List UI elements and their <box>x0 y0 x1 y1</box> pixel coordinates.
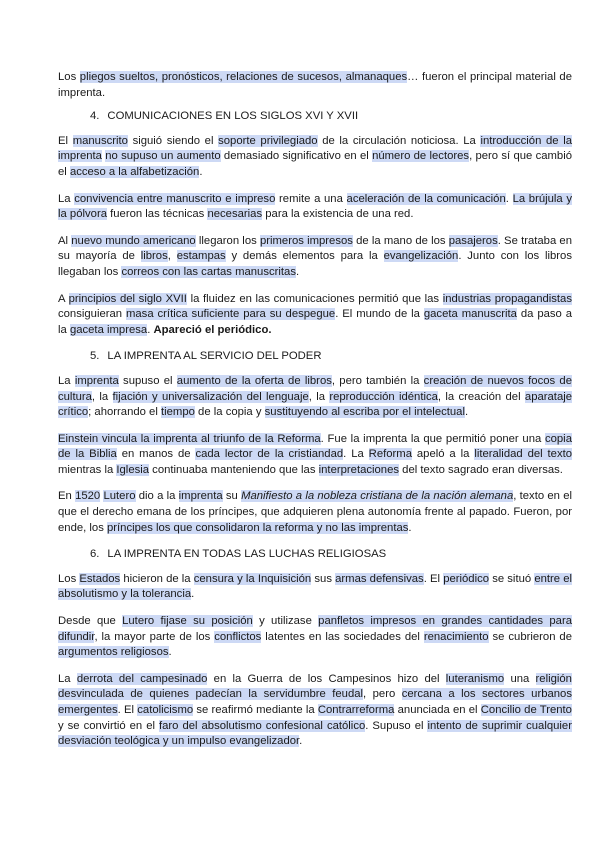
highlighted-text: primeros impresos <box>259 234 353 247</box>
highlighted-text: censura y la Inquisición <box>193 572 312 585</box>
highlighted-text: aceleración de la comunicación <box>346 192 506 205</box>
highlighted-text: correos con las cartas manuscritas <box>121 265 296 278</box>
section-title: LA IMPRENTA EN TODAS LAS LUCHAS RELIGIOSAS <box>107 548 387 561</box>
highlighted-text: Contrarreforma <box>317 704 395 716</box>
section-number: 5. <box>90 350 100 363</box>
highlighted-text: industrias propagandistas <box>442 292 572 305</box>
section-title: COMUNICACIONES EN LOS SIGLOS XVI Y XVII <box>107 110 359 123</box>
highlighted-text: derrota del campesinado <box>76 672 208 685</box>
highlighted-text: copia de la Biblia <box>58 432 572 461</box>
highlighted-text: argumentos religiosos <box>58 646 169 659</box>
highlighted-text: sustituyendo al escriba por el intelectual <box>264 406 465 419</box>
highlighted-text: introducción de la imprenta <box>58 134 572 163</box>
section-title: LA IMPRENTA AL SERVICIO DEL PODER <box>107 350 322 363</box>
paragraph: Al nuevo mundo americano llegaron los primeros impresos de la mano de los pasajeros. Se trataba en su mayoría de libros, estampas y demás elementos para la evangelización. Junto con los libros llegaban los correos con las cartas manuscritas. <box>58 234 572 278</box>
highlighted-text: nuevo mundo americano <box>71 234 196 247</box>
section-heading <box>90 349 572 365</box>
highlighted-text: intento de suprimir cualquier desviación teológica y un impulso evangelizador <box>58 719 572 748</box>
highlighted-text: número de lectores <box>372 150 470 163</box>
highlighted-text: faro del absolutismo confesional católico <box>158 719 366 732</box>
paragraph: La derrota del campesinado en la Guerra de los Campesinos hizo del luteranismo una religión desvinculada de quienes padecían la servidumbre feudal, pero cercana a los sectores urbanos emergentes. El catolicismo se reafirmó mediante la Contrarreforma anunciada en el Concilio de Trento y se convirtió en el faro del absolutismo confesional católico. Supuso el intento de suprimir cualquier desviación teológica y un impulso evangelizador. <box>58 672 572 748</box>
highlighted-text: aparataje crítico <box>58 390 573 419</box>
highlighted-text: acceso a la alfabetización <box>69 165 200 178</box>
highlighted-text: gaceta manuscrita <box>423 308 517 321</box>
highlighted-text: conflictos <box>214 630 262 643</box>
highlighted-text: masa crítica suficiente para su despegue <box>125 308 336 321</box>
paragraph: Los Estados hicieron de la censura y la Inquisición sus armas defensivas. El periódico se situó entre el absolutismo y la tolerancia. <box>58 572 573 601</box>
highlighted-text: pasajeros <box>448 234 498 247</box>
paragraph: El manuscrito siguió siendo el soporte privilegiado de la circulación noticiosa. La introducción de la imprenta no supuso un aumento demasiado significativo en el número de lectores, pero sí que cambió el acceso a la alfabetización. <box>58 134 572 178</box>
paragraph: La imprenta supuso el aumento de la oferta de libros, pero también la creación de nuevos focos de cultura, la fijación y universalización del lenguaje, la reproducción idéntica, la creación del aparataje crítico; ahorrando el tiempo de la copia y sustituyendo al escriba por el intelectual. <box>58 374 573 419</box>
highlighted-text: manuscrito <box>72 134 128 147</box>
highlighted-text: panfletos impresos en grandes cantidades para difundir <box>58 615 572 643</box>
highlighted-text: principios del siglo XVII <box>68 292 187 305</box>
highlighted-text: religión desvinculada de quienes padecían la servidumbre feudal <box>58 672 572 701</box>
highlighted-text: literalidad del texto <box>474 448 573 461</box>
highlighted-text: necesarias <box>207 208 263 221</box>
paragraph: A principios del siglo XVII la fluidez en las comunicaciones permitió que las industrias propagandistas consiguieran masa crítica suficiente para su despegue. El mundo de la gaceta manuscrita da paso a la gaceta impresa. Apareció el periódico. <box>58 292 573 336</box>
highlighted-text: gaceta impresa <box>69 323 148 336</box>
highlighted-text: imprenta <box>178 490 223 503</box>
highlighted-text: Manifiesto a la nobleza cristiana de la nación alemana <box>241 490 514 503</box>
section-number: 4. <box>90 110 100 123</box>
paragraph: Einstein vincula la imprenta al triunfo de la Reforma. Fue la imprenta la que permitió poner una copia de la Biblia en manos de cada lector de la cristiandad. La Reforma apeló a la literalidad del texto mientras la Iglesia continuaba manteniendo que las interpretaciones del texto sagrado eran diversas. <box>58 432 573 476</box>
highlighted-text: La brújula y la pólvora <box>58 192 573 221</box>
paragraph: La convivencia entre manuscrito e impreso remite a una aceleración de la comunicación. La brújula y la pólvora fueron las técnicas necesarias para la existencia de una red. <box>58 192 573 221</box>
highlighted-text: entre el absolutismo y la tolerancia <box>58 572 573 601</box>
highlighted-text: renacimiento <box>423 630 489 643</box>
highlighted-text: 1520 <box>75 490 101 503</box>
highlighted-text: convivencia entre manuscrito e impreso <box>74 192 276 205</box>
highlighted-text: catolicismo <box>137 704 194 716</box>
highlighted-text: luteranismo <box>445 672 505 685</box>
highlighted-text: príncipes los que consolidaron la reforma y no las imprentas <box>107 521 409 534</box>
highlighted-text: Concilio de Trento <box>480 704 572 716</box>
paragraph: En 1520 Lutero dio a la imprenta su Manifiesto a la nobleza cristiana de la nación alemana, texto en el que el derecho emana de los príncipes, que adquieren plena autonomía frente al papado. Fueron, por ende, los príncipes los que consolidaron la reforma y no las imprentas. <box>58 490 572 534</box>
highlighted-text: libros <box>140 250 168 263</box>
highlighted-text: armas defensivas <box>335 572 424 585</box>
highlighted-text: estampas <box>176 250 226 263</box>
highlighted-text: soporte privilegiado <box>218 134 318 147</box>
section-heading <box>90 547 572 563</box>
highlighted-text: imprenta <box>74 374 119 387</box>
highlighted-text: aumento de la oferta de libros <box>176 374 332 387</box>
paragraph: Desde que Lutero fijase su posición y utilizase panfletos impresos en grandes cantidades para difundir, la mayor parte de los conflictos latentes en las sociedades del renacimiento se cubrieron de argumentos religiosos. <box>58 615 572 659</box>
highlighted-text: tiempo <box>161 406 195 419</box>
highlighted-text: Iglesia <box>116 463 150 476</box>
bold-text: Apareció el periódico. <box>153 323 272 336</box>
highlighted-text: Lutero <box>103 490 136 503</box>
highlighted-text: evangelización <box>383 250 459 263</box>
highlighted-text: Estados <box>79 572 121 585</box>
highlighted-text: Einstein vincula la imprenta al triunfo de la Reforma <box>58 432 321 445</box>
highlighted-text: Reforma <box>368 448 412 461</box>
highlighted-text: cada lector de la cristiandad <box>195 448 344 461</box>
highlighted-text: interpretaciones <box>318 463 400 476</box>
section-heading <box>90 109 572 125</box>
highlighted-text: cercana a los sectores urbanos emergentes <box>58 688 572 716</box>
section-number: 6. <box>90 548 100 561</box>
highlighted-text: creación de nuevos focos de cultura <box>58 374 572 403</box>
highlighted-text: Lutero fijase su posición <box>122 615 253 628</box>
highlighted-text: periódico <box>443 572 490 585</box>
paragraph: Los pliegos sueltos, pronósticos, relaciones de sucesos, almanaques… fueron el principal material de imprenta. <box>58 71 572 99</box>
highlighted-text: reproducción idéntica <box>329 390 438 403</box>
highlighted-text: no supuso un aumento <box>105 150 221 163</box>
highlighted-text: fijación y universalización del lenguaje <box>112 390 309 403</box>
highlighted-text: pliegos sueltos, pronósticos, relaciones de sucesos, almanaques <box>79 71 408 83</box>
